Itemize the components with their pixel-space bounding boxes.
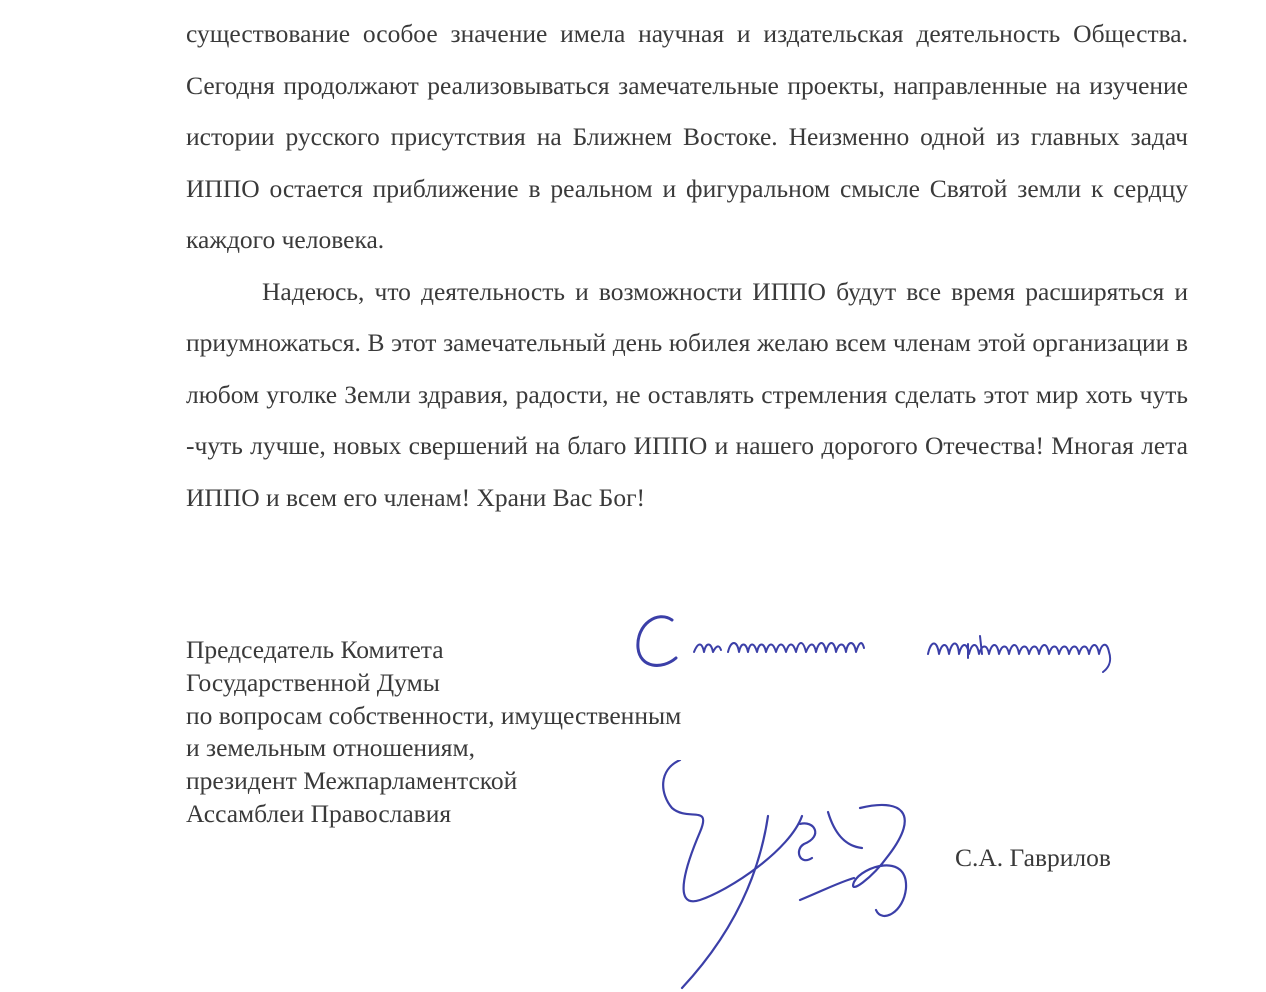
paragraph-continuation: существование особое значение имела научная и издательская деятельность Общества. Сегодня продолжают реализовываться замечательные проекты, направленные на изучение истории русского присутствия на Ближнем Востоке. Неизменно одной из главных задач ИППО остается приближение в реальном и фигуральном смысле Святой земли к сердцу каждого человека. bbox=[186, 19, 1188, 254]
signer-title-line: Председатель Комитета bbox=[186, 635, 444, 664]
handwritten-signature-image bbox=[640, 760, 920, 992]
letter-body bbox=[186, 8, 1188, 523]
signer-title-line: по вопросам собственности, имущественным bbox=[186, 700, 682, 730]
signer-title-line: президент Межпарламентской bbox=[186, 766, 518, 796]
signer-title-line: Ассамблеи Православия bbox=[186, 798, 452, 828]
paragraph-wishes: Надеюсь, что деятельность и возможности ИППО будут все время расширяться и приумножаться. В этот замечательный день юбилея желаю всем членам этой организации в любом уголке Земли здравия, радости, не оставлять стремления сделать этот мир хоть чуть -чуть лучше, новых свершений на благо ИППО и нашего дорогого Отечества! Многая лета ИППО и всем его членам! Храни Вас Бог! bbox=[186, 276, 1188, 512]
signer-name: С.А. Гаврилов bbox=[955, 843, 1111, 872]
signer-title-line: и земельным отношениям, bbox=[186, 733, 475, 763]
signer-title-line: Государственной Думы bbox=[186, 667, 440, 697]
